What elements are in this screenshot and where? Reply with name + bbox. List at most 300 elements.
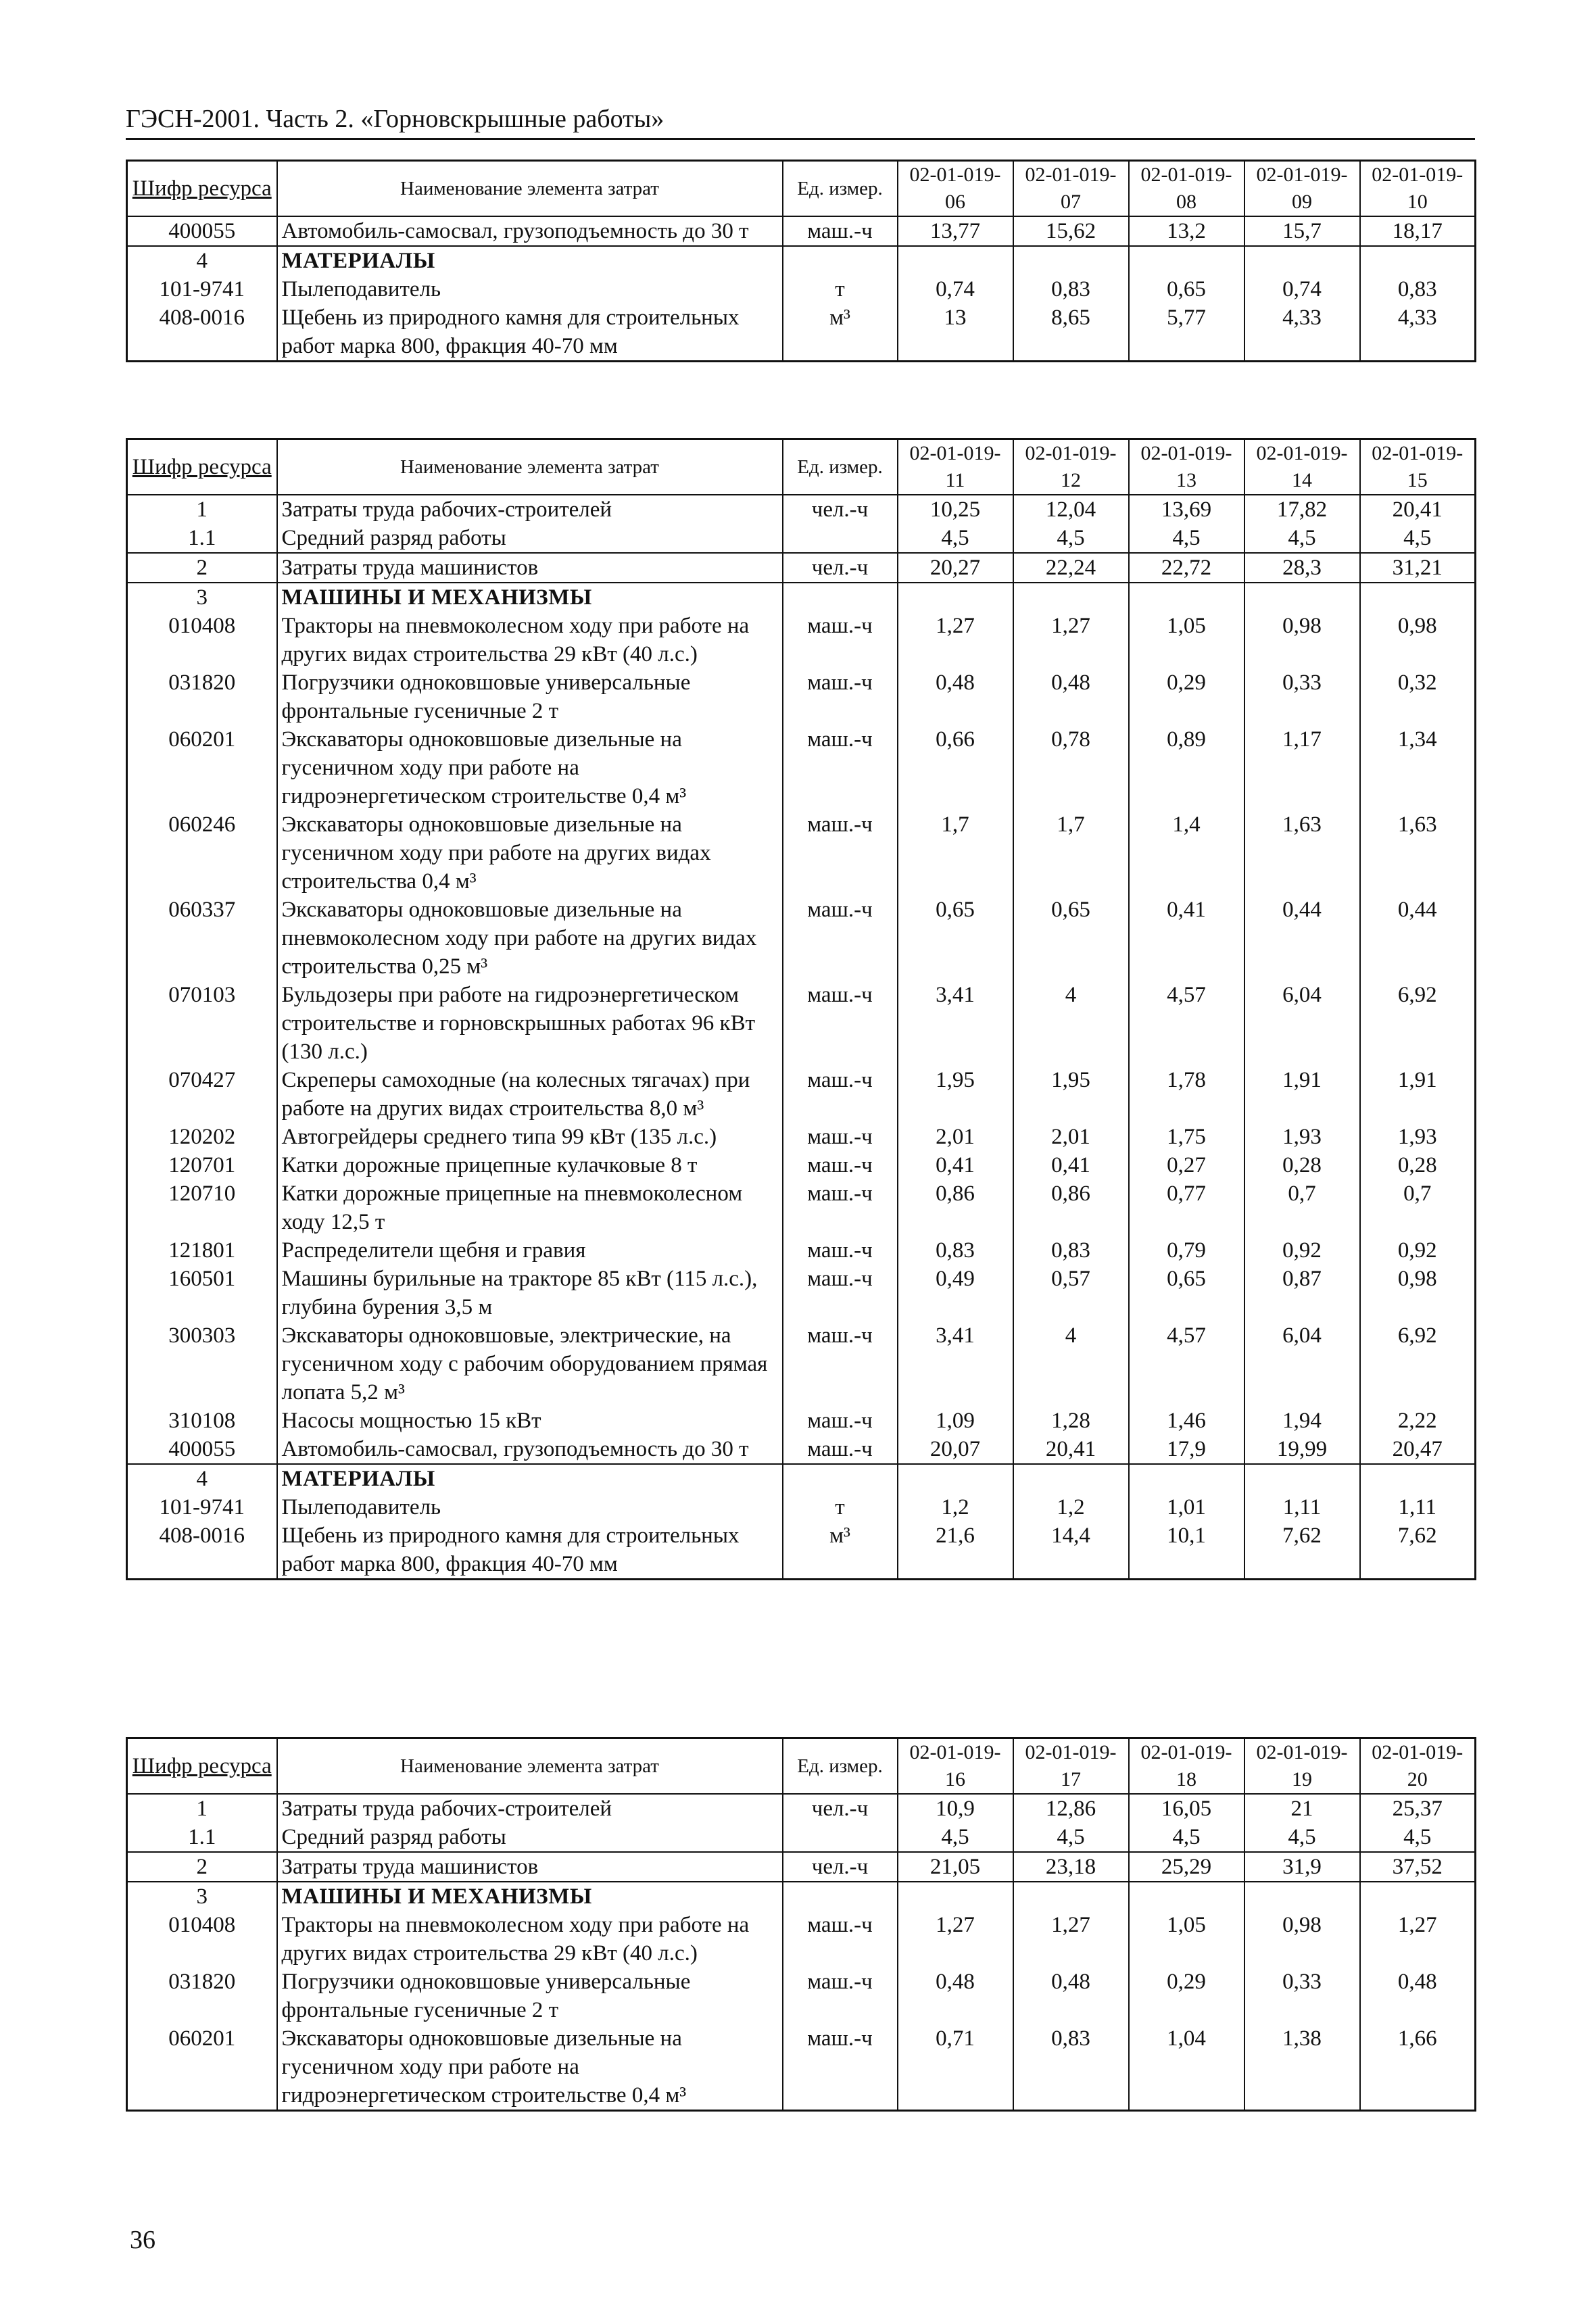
resource-code: 1 xyxy=(127,495,277,524)
norm-value: 4,5 xyxy=(1129,524,1244,553)
norm-value: 1,4 xyxy=(1129,810,1244,896)
norm-value: 2,01 xyxy=(1013,1123,1129,1151)
norm-value: 12,04 xyxy=(1013,495,1129,524)
resource-unit: маш.-ч xyxy=(783,1265,898,1321)
resource-unit: маш.-ч xyxy=(783,810,898,896)
norm-value: 6,04 xyxy=(1244,981,1360,1066)
norm-value: 23,18 xyxy=(1013,1852,1129,1882)
table-row xyxy=(127,553,1476,583)
table-row xyxy=(127,1321,1476,1407)
norm-value: 18,17 xyxy=(1392,219,1443,243)
norm-value: 0,48 xyxy=(1397,1970,1437,1994)
norm-value xyxy=(1129,1882,1244,1911)
header-name: Наименование элемента затрат xyxy=(277,439,783,495)
norm-value: 3,41 xyxy=(898,981,1013,1066)
resource-name: Тракторы на пневмоколесном ходу при работе на других видах строительства 29 кВт (40 л.с.) xyxy=(277,612,783,668)
table-header-row xyxy=(127,439,1476,495)
norm-value: 15,62 xyxy=(1013,216,1129,246)
norm-value: 4,5 xyxy=(1244,524,1360,553)
resource-unit: чел.-ч xyxy=(783,553,898,583)
norm-value: 20,41 xyxy=(1392,497,1443,522)
table-row xyxy=(127,1794,1476,1823)
table-row xyxy=(127,495,1476,524)
norm-value: 0,7 xyxy=(1403,1181,1432,1206)
norm-value: 4,5 xyxy=(1129,1823,1244,1852)
norm-code-label: 02-01-019-16 xyxy=(909,1741,1001,1790)
norm-value: 0,41 xyxy=(898,1151,1013,1179)
norm-code-label: 02-01-019-14 xyxy=(1256,442,1348,491)
resource-name: Распределители щебня и гравия xyxy=(277,1236,783,1265)
norm-code-label: 02-01-019-13 xyxy=(1140,442,1232,491)
norm-value: 1,04 xyxy=(1129,2024,1244,2111)
header-norm-code xyxy=(1244,439,1360,495)
norm-value: 0,28 xyxy=(1244,1151,1360,1179)
header-unit: Ед. измер. xyxy=(783,439,898,495)
section-row xyxy=(127,583,1476,612)
table-row xyxy=(127,725,1476,810)
norm-code-label: 02-01-019-15 xyxy=(1372,442,1464,491)
resource-name: Погрузчики одноковшовые универсальные фронтальные гусеничные 2 т xyxy=(277,668,783,725)
section-row xyxy=(127,246,1476,275)
norm-value: 20,47 xyxy=(1392,1437,1443,1461)
norm-value: 5,77 xyxy=(1129,303,1244,362)
resource-unit: маш.-ч xyxy=(783,612,898,668)
norm-value: 0,33 xyxy=(1244,668,1360,725)
norm-value xyxy=(1244,1882,1360,1911)
resource-name: Погрузчики одноковшовые универсальные фронтальные гусеничные 2 т xyxy=(277,1968,783,2024)
resource-code: 060337 xyxy=(127,896,277,981)
header-norm-code xyxy=(1360,161,1476,217)
norm-value: 0,83 xyxy=(1397,277,1437,301)
page-title: ГЭСН-2001. Часть 2. «Горновскрышные работы» xyxy=(126,105,664,133)
resource-unit: маш.-ч xyxy=(783,1321,898,1407)
header-norm-code xyxy=(898,439,1013,495)
resource-code: 120701 xyxy=(127,1151,277,1179)
resource-name: Затраты труда рабочих-строителей xyxy=(277,1794,783,1823)
resource-name: Бульдозеры при работе на гидроэнергетическом строительстве и горновскрышных работах 96 кВт (130 л.с.) xyxy=(277,981,783,1066)
norm-value: 28,3 xyxy=(1244,553,1360,583)
resource-unit: чел.-ч xyxy=(783,1794,898,1823)
resource-name: МАШИНЫ И МЕХАНИЗМЫ xyxy=(277,1882,783,1911)
norm-value xyxy=(1244,246,1360,275)
norm-value: 1,93 xyxy=(1397,1125,1437,1149)
header-norm-code xyxy=(1360,1738,1476,1795)
norm-value: 0,32 xyxy=(1397,671,1437,695)
resource-name: Экскаваторы одноковшовые, электрические, на гусеничном ходу с рабочим оборудованием прямая лопата 5,2 м³ xyxy=(277,1321,783,1407)
norm-code-label: 02-01-019-19 xyxy=(1256,1741,1348,1790)
resource-name: Средний разряд работы xyxy=(277,524,783,553)
norm-value: 6,92 xyxy=(1397,983,1437,1007)
norm-value: 1,75 xyxy=(1129,1123,1244,1151)
table-row xyxy=(127,896,1476,981)
resource-table xyxy=(126,1737,1476,2112)
header-norm-code xyxy=(1013,161,1129,217)
resource-unit xyxy=(783,1464,898,1493)
norm-value: 0,83 xyxy=(898,1236,1013,1265)
norm-value: 0,29 xyxy=(1129,1968,1244,2024)
norm-value xyxy=(1013,246,1129,275)
norm-value: 0,79 xyxy=(1129,1236,1244,1265)
norm-value: 0,83 xyxy=(1013,2024,1129,2111)
norm-value: 10,9 xyxy=(898,1794,1013,1823)
resource-unit: маш.-ч xyxy=(783,1179,898,1236)
norm-value: 1,34 xyxy=(1397,727,1437,752)
header-norm-code xyxy=(1129,161,1244,217)
resource-name: МАТЕРИАЛЫ xyxy=(277,246,783,275)
norm-value: 1,05 xyxy=(1129,1911,1244,1968)
header-unit: Ед. измер. xyxy=(783,161,898,217)
resource-code: 060201 xyxy=(127,725,277,810)
table-row xyxy=(127,810,1476,896)
resource-code: 120202 xyxy=(127,1123,277,1151)
norm-value: 4,57 xyxy=(1129,1321,1244,1407)
norm-value: 37,52 xyxy=(1360,1852,1476,1882)
header-name: Наименование элемента затрат xyxy=(277,161,783,217)
norm-value: 1,01 xyxy=(1129,1493,1244,1521)
norm-value: 20,07 xyxy=(898,1435,1013,1464)
norm-value xyxy=(1244,583,1360,612)
norm-value: 14,4 xyxy=(1013,1521,1129,1580)
resource-unit: маш.-ч xyxy=(783,1435,898,1464)
norm-value: 0,65 xyxy=(1129,1265,1244,1321)
norm-value: 0,44 xyxy=(1244,896,1360,981)
norm-value: 0,98 xyxy=(1397,1267,1437,1291)
norm-value: 0,48 xyxy=(1013,668,1129,725)
norm-value: 7,62 xyxy=(1244,1521,1360,1580)
norm-value: 1,46 xyxy=(1129,1407,1244,1435)
resource-unit: маш.-ч xyxy=(783,981,898,1066)
norm-value: 0,48 xyxy=(898,1968,1013,2024)
norm-value: 17,9 xyxy=(1129,1435,1244,1464)
norm-value: 19,99 xyxy=(1244,1435,1360,1464)
norm-table-3 xyxy=(126,1737,1475,2112)
resource-code: 300303 xyxy=(127,1321,277,1407)
norm-code-label: 02-01-019-07 xyxy=(1025,164,1117,213)
norm-value: 1,27 xyxy=(898,612,1013,668)
resource-name: Затраты труда рабочих-строителей xyxy=(277,495,783,524)
norm-value: 1,7 xyxy=(898,810,1013,896)
norm-value: 6,92 xyxy=(1397,1323,1437,1348)
norm-value xyxy=(1013,1464,1129,1493)
resource-code: 4 xyxy=(127,1464,277,1493)
section-row xyxy=(127,1464,1476,1493)
norm-value: 1,27 xyxy=(1013,612,1129,668)
norm-value: 4,5 xyxy=(898,524,1013,553)
table-row xyxy=(127,668,1476,725)
resource-name: Катки дорожные прицепные на пневмоколесном ходу 12,5 т xyxy=(277,1179,783,1236)
resource-unit: т xyxy=(783,1493,898,1521)
resource-unit: маш.-ч xyxy=(783,1066,898,1123)
resource-unit: чел.-ч xyxy=(783,495,898,524)
table-row xyxy=(127,216,1476,246)
resource-name: Экскаваторы одноковшовые дизельные на гусеничном ходу при работе на гидроэнергетическом строительстве 0,4 м³ xyxy=(277,2024,783,2111)
norm-value: 0,77 xyxy=(1129,1179,1244,1236)
resource-name: Насосы мощностью 15 кВт xyxy=(277,1407,783,1435)
header-name: Наименование элемента затрат xyxy=(277,1738,783,1795)
norm-value: 10,1 xyxy=(1129,1521,1244,1580)
resource-code: 160501 xyxy=(127,1265,277,1321)
resource-code: 031820 xyxy=(127,1968,277,2024)
norm-value: 0,98 xyxy=(1244,1911,1360,1968)
header-norm-code xyxy=(1013,1738,1129,1795)
norm-value: 0,49 xyxy=(898,1265,1013,1321)
norm-code-label: 02-01-019-09 xyxy=(1256,164,1348,213)
norm-value: 0,74 xyxy=(898,275,1013,303)
norm-code-label: 02-01-019-18 xyxy=(1140,1741,1232,1790)
resource-code: 060201 xyxy=(127,2024,277,2111)
norm-value: 1,7 xyxy=(1013,810,1129,896)
norm-value: 0,48 xyxy=(1013,1968,1129,2024)
table-row xyxy=(127,1911,1476,1968)
norm-value: 0,65 xyxy=(1129,275,1244,303)
norm-value: 1,78 xyxy=(1129,1066,1244,1123)
resource-unit: маш.-ч xyxy=(783,1151,898,1179)
norm-value: 2,01 xyxy=(898,1123,1013,1151)
resource-name: МАТЕРИАЛЫ xyxy=(277,1464,783,1493)
norm-code-label: 02-01-019-12 xyxy=(1025,442,1117,491)
norm-value: 4,33 xyxy=(1397,306,1437,330)
resource-code: 010408 xyxy=(127,1911,277,1968)
norm-value: 0,44 xyxy=(1397,898,1437,922)
resource-name: Экскаваторы одноковшовые дизельные на гусеничном ходу при работе на гидроэнергетическом строительстве 0,4 м³ xyxy=(277,725,783,810)
resource-table xyxy=(126,438,1476,1580)
resource-unit xyxy=(783,1823,898,1852)
norm-value: 0,48 xyxy=(898,668,1013,725)
norm-value: 1,27 xyxy=(898,1911,1013,1968)
resource-unit: маш.-ч xyxy=(783,1911,898,1968)
resource-table xyxy=(126,160,1476,362)
norm-value: 31,21 xyxy=(1360,553,1476,583)
norm-value: 0,86 xyxy=(1013,1179,1129,1236)
table-row xyxy=(127,1236,1476,1265)
norm-value: 4 xyxy=(1013,1321,1129,1407)
resource-name: Автогрейдеры среднего типа 99 кВт (135 л.с.) xyxy=(277,1123,783,1151)
norm-value: 4,5 xyxy=(1013,524,1129,553)
resource-code: 101-9741 xyxy=(127,275,277,303)
header-norm-code xyxy=(898,161,1013,217)
norm-value xyxy=(898,1882,1013,1911)
norm-value: 0,78 xyxy=(1013,725,1129,810)
table-row xyxy=(127,303,1476,362)
norm-value: 1,63 xyxy=(1244,810,1360,896)
header-code-label: Шифр ресурса xyxy=(132,176,272,201)
table-row xyxy=(127,275,1476,303)
table-row xyxy=(127,1265,1476,1321)
resource-unit: маш.-ч xyxy=(783,1236,898,1265)
header-norm-code xyxy=(1129,439,1244,495)
norm-value: 22,72 xyxy=(1129,553,1244,583)
header-norm-code xyxy=(1244,1738,1360,1795)
norm-value: 1,95 xyxy=(1013,1066,1129,1123)
norm-value: 4,5 xyxy=(1013,1823,1129,1852)
norm-value xyxy=(1013,583,1129,612)
resource-unit: м³ xyxy=(783,1521,898,1580)
table-row xyxy=(127,1852,1476,1882)
header-code xyxy=(127,161,277,217)
norm-value: 13,77 xyxy=(898,216,1013,246)
norm-value xyxy=(898,583,1013,612)
resource-code: 310108 xyxy=(127,1407,277,1435)
resource-name: Тракторы на пневмоколесном ходу при работе на других видах строительства 29 кВт (40 л.с.) xyxy=(277,1911,783,1968)
norm-value: 1,28 xyxy=(1013,1407,1129,1435)
table-row xyxy=(127,1066,1476,1123)
norm-value: 13,69 xyxy=(1129,495,1244,524)
header-norm-code xyxy=(1013,439,1129,495)
norm-value: 0,65 xyxy=(898,896,1013,981)
resource-name: МАШИНЫ И МЕХАНИЗМЫ xyxy=(277,583,783,612)
norm-value: 0,98 xyxy=(1397,614,1437,638)
norm-value: 1,17 xyxy=(1244,725,1360,810)
resource-unit: маш.-ч xyxy=(783,216,898,246)
norm-value: 2,22 xyxy=(1397,1409,1437,1433)
resource-code: 1.1 xyxy=(127,524,277,553)
resource-unit xyxy=(783,583,898,612)
norm-value: 1,2 xyxy=(1013,1493,1129,1521)
norm-value: 1,91 xyxy=(1244,1066,1360,1123)
norm-value: 1,93 xyxy=(1244,1123,1360,1151)
norm-value: 4 xyxy=(1013,981,1129,1066)
header-unit: Ед. измер. xyxy=(783,1738,898,1795)
resource-unit: маш.-ч xyxy=(783,1123,898,1151)
table-row xyxy=(127,981,1476,1066)
header-norm-code xyxy=(1360,439,1476,495)
resource-name: Затраты труда машинистов xyxy=(277,1852,783,1882)
table-row xyxy=(127,524,1476,553)
norm-value: 4,5 xyxy=(1244,1823,1360,1852)
resource-unit: маш.-ч xyxy=(783,725,898,810)
norm-value: 12,86 xyxy=(1013,1794,1129,1823)
table-row xyxy=(127,1123,1476,1151)
norm-value: 10,25 xyxy=(898,495,1013,524)
norm-value: 0,27 xyxy=(1129,1151,1244,1179)
resource-name: Автомобиль-самосвал, грузоподъемность до 30 т xyxy=(277,216,783,246)
norm-value: 0,74 xyxy=(1244,275,1360,303)
norm-value: 1,27 xyxy=(1013,1911,1129,1968)
header-code xyxy=(127,439,277,495)
norm-value: 4,33 xyxy=(1244,303,1360,362)
norm-value: 6,04 xyxy=(1244,1321,1360,1407)
resource-name: Катки дорожные прицепные кулачковые 8 т xyxy=(277,1151,783,1179)
table-row xyxy=(127,1968,1476,2024)
table-row xyxy=(127,612,1476,668)
norm-value xyxy=(898,246,1013,275)
norm-code-label: 02-01-019-06 xyxy=(909,164,1001,213)
resource-name: Экскаваторы одноковшовые дизельные на пневмоколесном ходу при работе на других видах строительства 0,25 м³ xyxy=(277,896,783,981)
table-header-row xyxy=(127,1738,1476,1795)
norm-value: 25,37 xyxy=(1392,1797,1443,1821)
resource-unit: т xyxy=(783,275,898,303)
norm-value: 0,28 xyxy=(1397,1153,1437,1177)
table-row xyxy=(127,1435,1476,1464)
norm-value: 0,33 xyxy=(1244,1968,1360,2024)
norm-code-label: 02-01-019-08 xyxy=(1140,164,1232,213)
norm-value: 0,98 xyxy=(1244,612,1360,668)
norm-table-2 xyxy=(126,438,1475,1580)
norm-value: 1,11 xyxy=(1244,1493,1360,1521)
resource-name: Средний разряд работы xyxy=(277,1823,783,1852)
norm-value xyxy=(1129,246,1244,275)
table-row xyxy=(127,1407,1476,1435)
header-norm-code xyxy=(1129,1738,1244,1795)
resource-code: 070427 xyxy=(127,1066,277,1123)
resource-unit xyxy=(783,246,898,275)
table-row xyxy=(127,1521,1476,1580)
norm-code-label: 02-01-019-20 xyxy=(1372,1741,1464,1790)
norm-value: 16,05 xyxy=(1129,1794,1244,1823)
norm-value xyxy=(898,1464,1013,1493)
resource-code: 031820 xyxy=(127,668,277,725)
norm-value: 0,86 xyxy=(898,1179,1013,1236)
resource-unit: маш.-ч xyxy=(783,1968,898,2024)
norm-value: 0,29 xyxy=(1129,668,1244,725)
header-norm-code xyxy=(898,1738,1013,1795)
norm-value: 17,82 xyxy=(1244,495,1360,524)
norm-value xyxy=(1360,583,1476,612)
resource-code: 070103 xyxy=(127,981,277,1066)
norm-value: 13,2 xyxy=(1129,216,1244,246)
norm-value: 0,71 xyxy=(898,2024,1013,2111)
table-row xyxy=(127,1151,1476,1179)
norm-value: 1,94 xyxy=(1244,1407,1360,1435)
norm-value: 0,83 xyxy=(1013,1236,1129,1265)
norm-code-label: 02-01-019-17 xyxy=(1025,1741,1117,1790)
resource-name: Щебень из природного камня для строительных работ марка 800, фракция 40-70 мм xyxy=(277,1521,783,1580)
header-code-label: Шифр ресурса xyxy=(132,1754,272,1778)
norm-value: 21 xyxy=(1244,1794,1360,1823)
resource-unit: чел.-ч xyxy=(783,1852,898,1882)
resource-code: 1.1 xyxy=(127,1823,277,1852)
norm-value: 1,2 xyxy=(898,1493,1013,1521)
norm-value: 1,63 xyxy=(1397,812,1437,837)
norm-value: 31,9 xyxy=(1244,1852,1360,1882)
norm-value: 1,38 xyxy=(1244,2024,1360,2111)
resource-code: 120710 xyxy=(127,1179,277,1236)
norm-value xyxy=(1129,1464,1244,1493)
norm-value: 1,91 xyxy=(1397,1068,1437,1092)
norm-value: 22,24 xyxy=(1013,553,1129,583)
norm-value: 0,89 xyxy=(1129,725,1244,810)
norm-value: 13 xyxy=(898,303,1013,362)
norm-value xyxy=(1360,246,1476,275)
table-row xyxy=(127,1493,1476,1521)
norm-value xyxy=(1360,1882,1476,1911)
norm-code-label: 02-01-019-11 xyxy=(909,442,1001,491)
norm-value: 8,65 xyxy=(1013,303,1129,362)
table-row xyxy=(127,1823,1476,1852)
norm-value: 4,5 xyxy=(898,1823,1013,1852)
norm-value: 0,87 xyxy=(1244,1265,1360,1321)
header-code xyxy=(127,1738,277,1795)
norm-value: 20,41 xyxy=(1013,1435,1129,1464)
norm-value: 20,27 xyxy=(898,553,1013,583)
resource-unit xyxy=(783,1882,898,1911)
resource-code: 121801 xyxy=(127,1236,277,1265)
resource-code: 1 xyxy=(127,1794,277,1823)
norm-value: 0,7 xyxy=(1244,1179,1360,1236)
resource-code: 2 xyxy=(127,1852,277,1882)
resource-code: 400055 xyxy=(127,216,277,246)
norm-value: 1,95 xyxy=(898,1066,1013,1123)
header-code-label: Шифр ресурса xyxy=(132,455,272,479)
resource-unit: маш.-ч xyxy=(783,896,898,981)
resource-name: Пылеподавитель xyxy=(277,1493,783,1521)
resource-code: 400055 xyxy=(127,1435,277,1464)
norm-value xyxy=(1360,1464,1476,1493)
norm-value: 0,66 xyxy=(898,725,1013,810)
resource-unit: маш.-ч xyxy=(783,668,898,725)
norm-value xyxy=(1129,583,1244,612)
norm-value: 0,92 xyxy=(1244,1236,1360,1265)
